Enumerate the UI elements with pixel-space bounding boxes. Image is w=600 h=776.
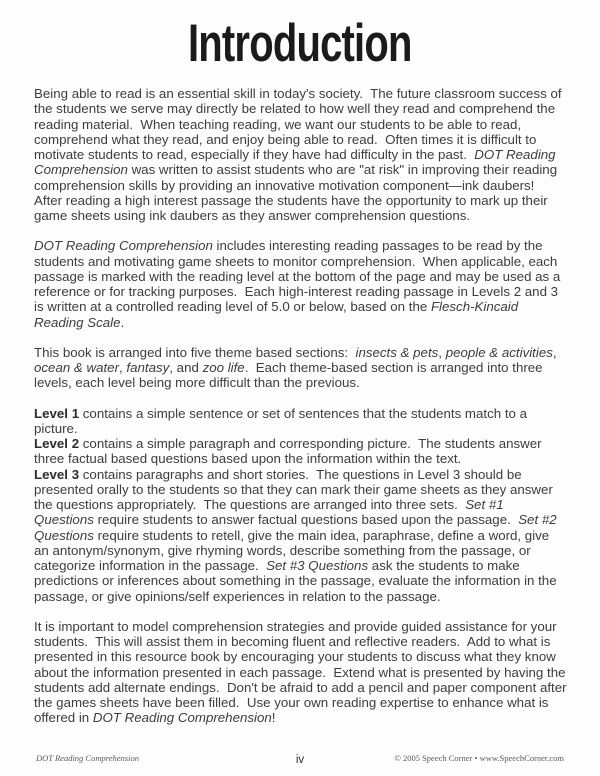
text-segment: people & activities — [445, 344, 553, 360]
footer-copyright: © 2005 Speech Corner • www.SpeechCorner.com — [394, 753, 564, 763]
paragraph — [34, 436, 567, 467]
paragraph — [34, 467, 567, 604]
text-segment: Being able to read is an essential skill in today's society. The future classroom success of the students we serve may directly be related to how well they read and comprehend the reading material. When teaching reading, we want our students to be able to read, comprehend what they read, and enjoy being able to read. Often times it is difficult to motivate students to read, especially if they have had difficulty in the past. — [34, 86, 566, 162]
paragraph — [34, 345, 567, 391]
text-segment: Level 3 — [34, 466, 80, 482]
text-segment: Set #2 Questions — [34, 512, 561, 543]
footer-page-number: iv — [295, 754, 305, 766]
paragraph — [34, 86, 567, 223]
text-segment: Set #3 Questions — [266, 558, 369, 573]
text-segment: It is important to model comprehension strategies and provide guided assistance for your students. This will assist them in becoming fluent and reflective readers. Add to what is presented in this resource book by encouraging your students to discuss what they know about the information presented in each passage. Extend what is presented by having the students add alternate endings. Don't be afraid to add a pencil and paper component after the games sheets have been filled. Use your own reading expertise to enhance what is offered in — [34, 618, 571, 726]
text-segment: . — [120, 314, 125, 330]
text-segment: , — [119, 360, 127, 375]
text-segment: . Each theme-based section is arranged into three levels, each level being more difficult than the previous. — [34, 360, 547, 391]
text-segment: ask the students to make predictions or inferences about something in the passage, evaluate the information in the passage, or give opinions/self experiences in relation to the passage. — [34, 558, 561, 604]
text-segment: , — [552, 344, 561, 360]
text-segment: This book is arranged into five theme based sections: — [34, 344, 356, 360]
paragraph — [34, 238, 567, 330]
page-title: Introduction — [188, 13, 412, 73]
text-segment: ocean & water — [34, 360, 120, 375]
paragraph — [34, 406, 567, 437]
text-segment: , — [438, 344, 446, 360]
text-segment: was written to assist students who are "at risk" in improving their reading comprehension skills by providing an innovative motivation component—ink daubers! After reading a high interest passage the students have the opportunity to mark up their game sheets using ink daubers as they answer comprehension questions. — [34, 162, 561, 223]
title-area — [0, 0, 600, 73]
text-segment: contains paragraphs and short stories. The questions in Level 3 should be presented orally to the students so that they can mark their game sheets as they answer the questions appropriately. The questions are arranged into three sets. — [34, 466, 557, 512]
text-segment: zoo life — [202, 360, 245, 375]
body-paragraphs — [34, 86, 571, 726]
text-segment: contains a simple sentence or set of sentences that the students match to a picture. — [34, 405, 531, 436]
text-segment: ! — [271, 710, 276, 726]
text-segment: , and — [169, 360, 203, 375]
text-segment: includes interesting reading passages to be read by the students and motivating game sheets to monitor comprehension. When applicable, each passage is marked with the reading level at the bottom of the page and may be used as a reference or for tracking purposes. Each high-interest reading passage in Levels 2 and 3 is written at a controlled reading level of 5.0 or below, based on the — [34, 238, 564, 315]
footer-book-title: DOT Reading Comprehension — [36, 753, 139, 763]
text-segment: contains a simple paragraph and corresponding picture. The students answer three factual based questions based upon the information within the text. — [34, 436, 546, 467]
text-segment: DOT Reading Comprehension — [34, 238, 213, 254]
text-segment: fantasy — [126, 360, 170, 375]
text-segment: Flesch-Kincaid Reading Scale — [34, 299, 522, 330]
text-segment: DOT Reading Comprehension — [34, 147, 560, 178]
text-segment: require students to answer factual questions based upon the passage. — [93, 512, 519, 528]
page-footer — [36, 750, 564, 766]
text-segment: Set #1 Questions — [34, 497, 508, 528]
text-segment: require students to retell, give the main idea, paraphrase, define a word, give an antonym/synonym, give rhyming words, describe something from the passage, or categorize information in the passage. — [34, 527, 553, 573]
text-segment: Level 2 — [34, 436, 80, 451]
text-segment: insects & pets — [355, 344, 439, 360]
paragraph — [34, 618, 571, 726]
text-segment: Level 1 — [34, 405, 80, 421]
text-segment: DOT Reading Comprehension — [92, 710, 272, 726]
